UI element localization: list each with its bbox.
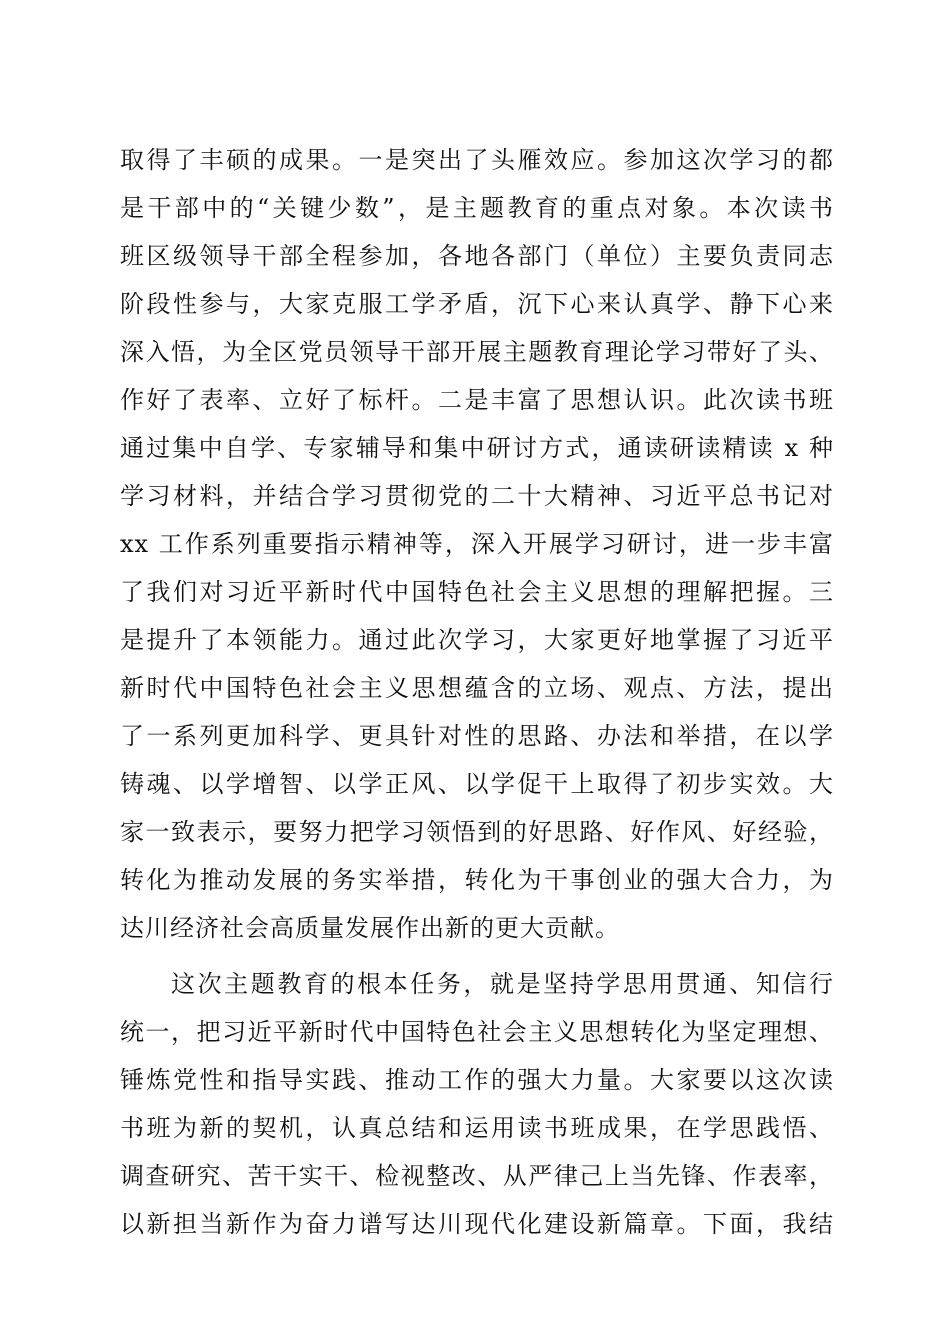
text-line: 是干部中的“关键少数”，是主题教育的重点对象。本次读书	[120, 194, 834, 222]
text-line: 班区级领导干部全程参加，各地各部门（单位）主要负责同志	[120, 242, 834, 270]
text-line: 家一致表示，要努力把学习领悟到的好思路、好作风、好经验，	[120, 818, 834, 846]
text-line: 这次主题教育的根本任务，就是坚持学思用贯通、知信行	[171, 970, 834, 998]
text-line: 铸魂、以学增智、以学正风、以学促干上取得了初步实效。大	[120, 770, 834, 798]
text-line: 新时代中国特色社会主义思想蕴含的立场、观点、方法，提出	[120, 674, 834, 702]
text-line: 通过集中自学、专家辅导和集中研讨方式，通读研读精读 x 种	[120, 434, 834, 462]
text-line: 阶段性参与，大家克服工学矛盾，沉下心来认真学、静下心来	[120, 290, 834, 318]
text-line: 统一，把习近平新时代中国特色社会主义思想转化为坚定理想、	[120, 1018, 834, 1046]
text-line: xx 工作系列重要指示精神等，深入开展学习研讨，进一步丰富	[120, 530, 834, 558]
text-line: 转化为推动发展的务实举措，转化为干事创业的强大合力，为	[120, 866, 834, 894]
text-line: 了一系列更加科学、更具针对性的思路、办法和举措，在以学	[120, 722, 834, 750]
text-line: 达川经济社会高质量发展作出新的更大贡献。	[120, 914, 620, 942]
text-line: 学习材料，并结合学习贯彻党的二十大精神、习近平总书记对	[120, 482, 834, 510]
text-line: 锤炼党性和指导实践、推动工作的强大力量。大家要以这次读	[120, 1066, 834, 1094]
text-line: 是提升了本领能力。通过此次学习，大家更好地掌握了习近平	[120, 626, 834, 654]
text-line: 书班为新的契机，认真总结和运用读书班成果，在学思践悟、	[120, 1114, 834, 1142]
text-line: 了我们对习近平新时代中国特色社会主义思想的理解把握。三	[120, 578, 834, 606]
text-line: 作好了表率、立好了标杆。二是丰富了思想认识。此次读书班	[120, 386, 834, 414]
text-line: 以新担当新作为奋力谱写达川现代化建设新篇章。下面，我结	[120, 1210, 834, 1238]
text-line: 调查研究、苦干实干、检视整改、从严律己上当先锋、作表率，	[120, 1162, 834, 1190]
text-line: 深入悟，为全区党员领导干部开展主题教育理论学习带好了头、	[120, 338, 834, 366]
text-line: 取得了丰硕的成果。一是突出了头雁效应。参加这次学习的都	[120, 146, 834, 174]
